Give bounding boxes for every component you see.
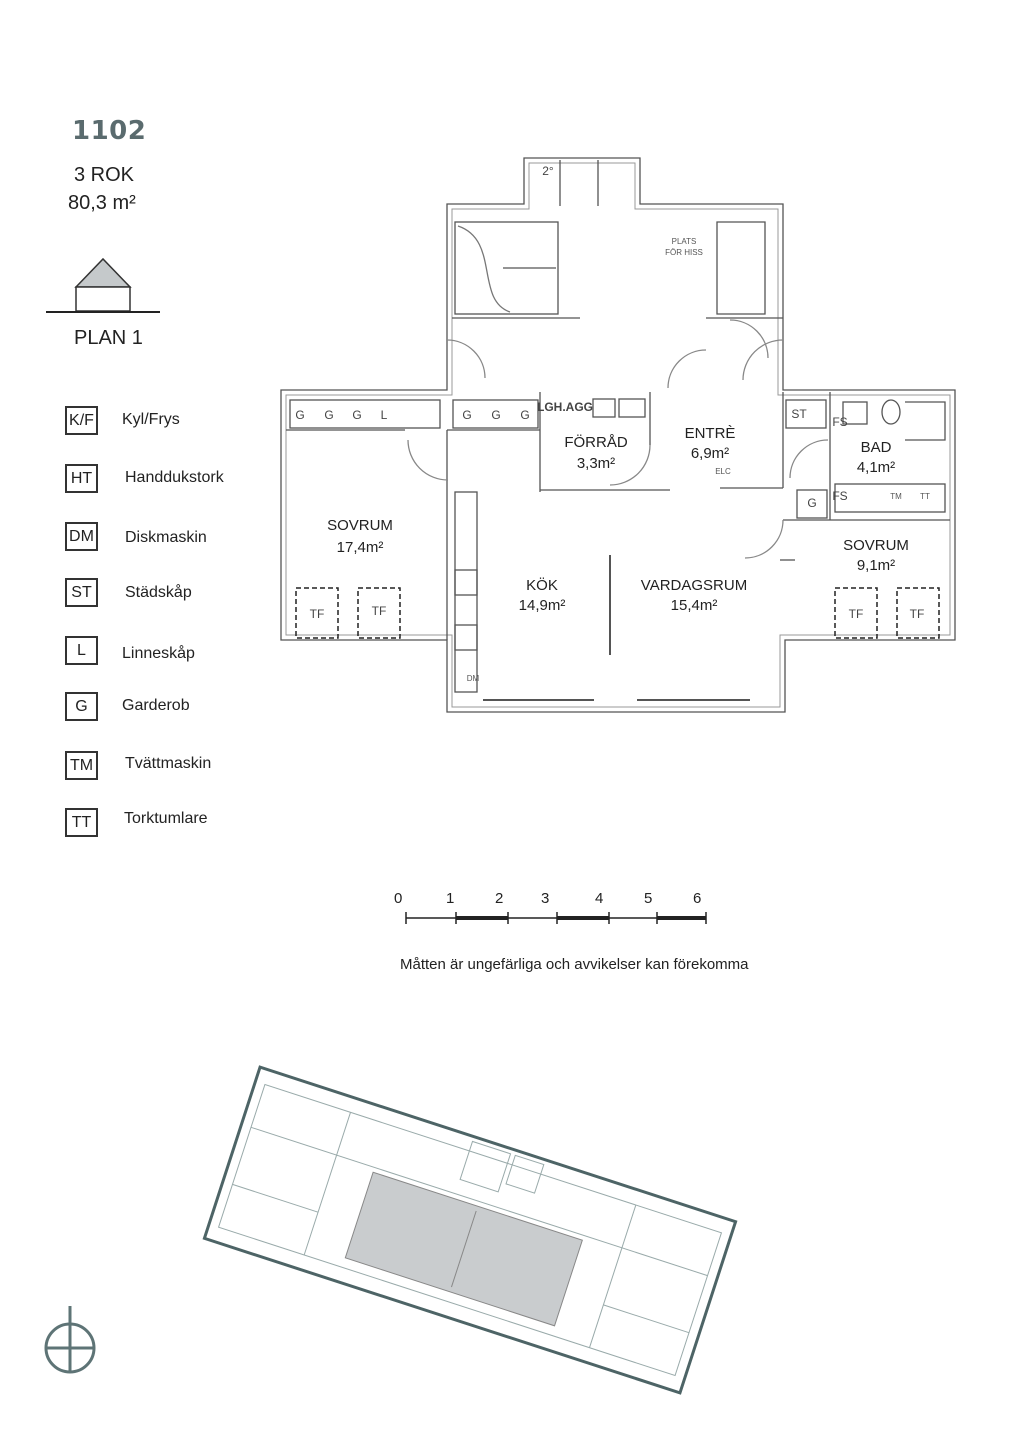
room-name-sovrum-2: SOVRUM bbox=[843, 537, 909, 554]
cleaning-cabinet-label: ST bbox=[791, 407, 807, 421]
tf-label: TF bbox=[309, 607, 325, 621]
tf-label: TF bbox=[909, 607, 925, 621]
linen-label: L bbox=[380, 408, 388, 422]
key-plan bbox=[200, 1060, 740, 1400]
legend-label-tm: Tvättmaskin bbox=[125, 755, 212, 772]
scale-tick: 6 bbox=[693, 890, 702, 907]
legend-label-tt: Torktumlare bbox=[124, 810, 208, 827]
compass-icon bbox=[38, 1302, 102, 1374]
scale-tick: 2 bbox=[495, 890, 504, 907]
wardrobe-label: G bbox=[324, 408, 334, 422]
scale-tick: 1 bbox=[446, 890, 455, 907]
room-area-kok: 14,9m² bbox=[518, 597, 566, 614]
legend-label-dm: Diskmaskin bbox=[125, 529, 207, 546]
legend-code-tt: TT bbox=[65, 808, 98, 837]
room-area-forrad: 3,3m² bbox=[576, 455, 616, 472]
wardrobe-label: G bbox=[352, 408, 362, 422]
washing-machine-label: TM bbox=[890, 492, 902, 501]
room-area-vardagsrum: 15,4m² bbox=[670, 597, 718, 614]
tf-label: TF bbox=[848, 607, 864, 621]
apartment-area: 80,3 m² bbox=[68, 192, 136, 214]
wardrobe-label: G bbox=[462, 408, 472, 422]
scale-tick: 5 bbox=[644, 890, 653, 907]
legend-code-dm: DM bbox=[65, 522, 98, 551]
fs-label: FS bbox=[832, 489, 848, 503]
legend-code-tm: TM bbox=[65, 751, 98, 780]
apartment-type: 3 ROK bbox=[74, 164, 135, 186]
scale-tick: 4 bbox=[595, 890, 604, 907]
plan-label: PLAN 1 bbox=[74, 327, 143, 349]
legend-label-l: Linneskåp bbox=[122, 645, 195, 662]
lgh-agg-label: LGH.AGG bbox=[537, 400, 593, 414]
room-name-kok: KÖK bbox=[526, 577, 558, 594]
wardrobe-label: G bbox=[491, 408, 501, 422]
legend-label-st: Städskåp bbox=[125, 584, 192, 601]
tf-label: TF bbox=[371, 604, 387, 618]
balcony-label: 2° bbox=[542, 164, 554, 178]
fs-label: FS bbox=[832, 415, 848, 429]
apartment-number: 1102 bbox=[72, 116, 147, 146]
room-name-entre: ENTRÈ bbox=[684, 425, 736, 442]
wardrobe-label: G bbox=[295, 408, 305, 422]
lift-label-line-2: FÖR HISS bbox=[665, 248, 703, 257]
legend-code-st: ST bbox=[65, 578, 98, 607]
room-area-bad: 4,1m² bbox=[856, 459, 896, 476]
dishwasher-label: DM bbox=[466, 674, 480, 683]
wardrobe-label: G bbox=[520, 408, 530, 422]
legend-code-g: G bbox=[65, 692, 98, 721]
legend-code-l: L bbox=[65, 636, 98, 665]
room-name-forrad: FÖRRÅD bbox=[564, 434, 628, 451]
room-name-sovrum-1: SOVRUM bbox=[327, 517, 393, 534]
wardrobe-label: G bbox=[807, 496, 817, 510]
legend-label-ht: Handdukstork bbox=[125, 469, 224, 486]
scale-bar bbox=[400, 900, 720, 930]
lift-label-line-1: PLATS bbox=[671, 237, 697, 246]
disclaimer: Måtten är ungefärliga och avvikelser kan förekomma bbox=[400, 956, 749, 973]
room-name-bad: BAD bbox=[860, 439, 892, 456]
room-area-sovrum-1: 17,4m² bbox=[336, 539, 384, 556]
elc-label: ELC bbox=[715, 467, 731, 476]
scale-tick: 3 bbox=[541, 890, 550, 907]
legend-label-kf: Kyl/Frys bbox=[122, 411, 180, 428]
room-area-sovrum-2: 9,1m² bbox=[856, 557, 896, 574]
dryer-label: TT bbox=[920, 492, 930, 501]
legend-code-kf: K/F bbox=[65, 406, 98, 435]
room-name-vardagsrum: VARDAGSRUM bbox=[640, 577, 748, 594]
room-area-entre: 6,9m² bbox=[690, 445, 730, 462]
legend-label-g: Garderob bbox=[122, 697, 190, 714]
scale-tick: 0 bbox=[394, 890, 403, 907]
legend-code-ht: HT bbox=[65, 464, 98, 493]
